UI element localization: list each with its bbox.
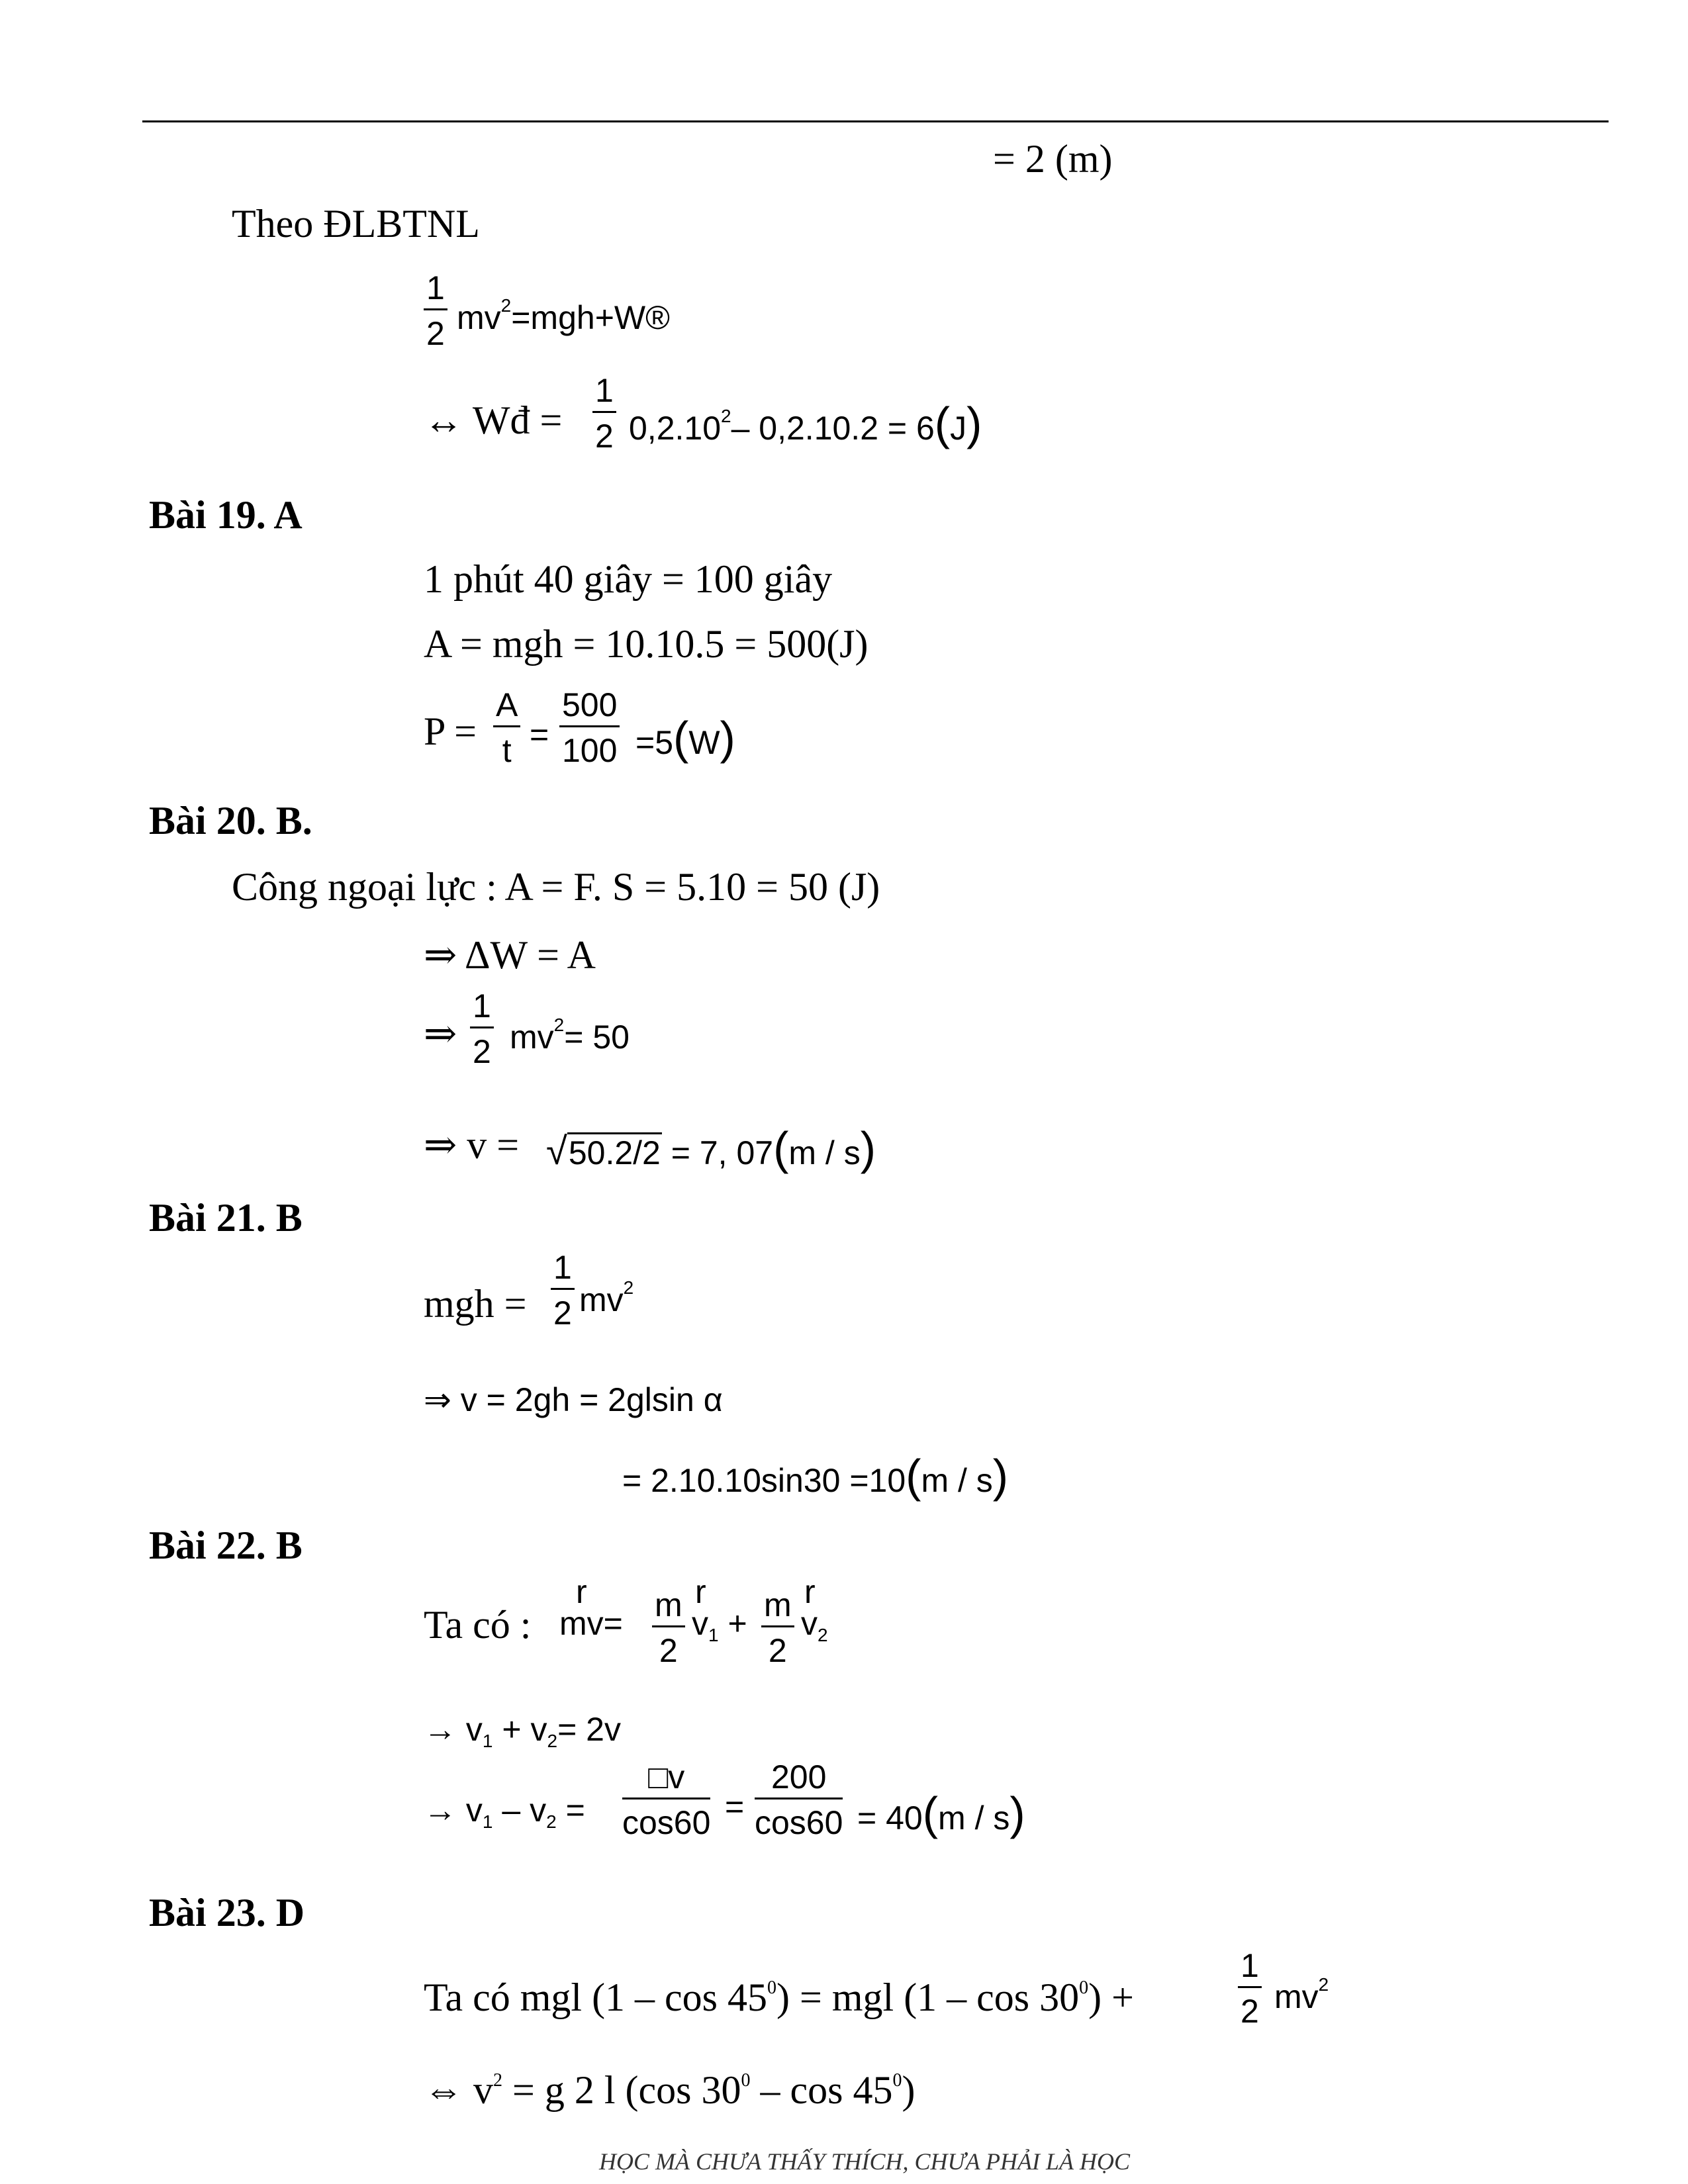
bai19-eq: =: [530, 716, 549, 753]
energy-equation: $mv^2=mgh+W®$: [457, 295, 670, 336]
bai22-l1-lhs: Ta có :: [424, 1603, 532, 1647]
bai22-l1-mv: mv=: [559, 1605, 623, 1642]
vector-arrow-r: r: [576, 1573, 587, 1610]
bai22-l3-eq2: =: [725, 1788, 745, 1825]
bai22-fraction-2: $\frac{m}{2}$: [761, 1588, 794, 1667]
bai20-l4-rhs: √50.2/2 = 7, 07(m / s): [546, 1122, 876, 1174]
bai20-l3-eq: $mv^2= 50$: [510, 1015, 630, 1056]
bai23-l1-mv: $mv^2$: [1274, 1974, 1329, 2015]
bai22-l1-v1: $v_1$ +: [692, 1605, 747, 1645]
bai21-title: Bài 21. B: [149, 1196, 303, 1240]
bai19-line2: A = mgh = 10.10.5 = 500(J): [424, 622, 868, 666]
bai21-l1-lhs: mgh =: [424, 1282, 527, 1326]
bai19-fraction-500-100: $\frac{500}{100}$: [559, 688, 620, 767]
bai22-l1-v2: $v_2$: [801, 1605, 828, 1645]
bai22-l3-result: = 40(m / s): [857, 1788, 1025, 1839]
bai19-title: Bài 19. A: [149, 493, 303, 537]
bai20-fraction: $\frac{1}{2}$: [470, 989, 494, 1068]
bai21-l3: = 2.10.10sin30 =10(m / s): [622, 1450, 1009, 1502]
vector-arrow-r: r: [804, 1573, 816, 1610]
bai23-l1: Ta có mgl $(1 - \cos 45^0)$ = mgl $(1 - \cos 30^0)$ +: [424, 1976, 1134, 2019]
bai20-line1: Công ngoại lực : A = F. S = 5.10 = 50 (J): [232, 865, 880, 909]
bai20-title: Bài 20. B.: [149, 799, 312, 842]
bai22-fraction-4: $\frac{200}{\cos 60}$: [755, 1758, 843, 1841]
bai21-l2: ⇒ v = 2gh = 2glsin α: [424, 1381, 723, 1418]
wd-fraction: $\frac{1}{2}$: [592, 374, 616, 453]
bai23-l2: ⇔ $v^2 = g$ 2 l (cos $30^0$ – $\cos 45^0$): [424, 2068, 915, 2112]
bai19-fraction-a-t: $\frac{A}{t}$: [493, 688, 520, 767]
bai20-line2: ⇒ ΔW = A: [424, 933, 596, 977]
bai21-l1-mv: $mv^2$: [579, 1277, 634, 1318]
bai19-p-lhs: P =: [424, 709, 477, 753]
bai22-title: Bài 22. B: [149, 1524, 303, 1567]
footer-motto: HỌC MÀ CHƯA THẤY THÍCH, CHƯA PHẢI LÀ HỌC: [599, 2148, 1131, 2175]
header-rule: [142, 120, 1609, 122]
bai22-fraction-1: $\frac{m}{2}$: [652, 1588, 685, 1667]
vector-arrow-r: r: [695, 1573, 706, 1610]
wd-equation: 0,2.10$^2$– 0,2.10.2 = 6(J): [629, 398, 982, 449]
header-result: = 2 (m): [993, 137, 1113, 181]
bai22-l3-lhs: → $v_1 - v_2$ =: [424, 1792, 585, 1832]
bai19-result: =5(W): [635, 712, 735, 764]
bai20-l3-arrow: ⇒: [424, 1012, 457, 1056]
bai23-fraction: $\frac{1}{2}$: [1238, 1949, 1262, 2028]
bai20-l4-lhs: ⇒ v =: [424, 1123, 520, 1167]
bai22-l2: → $v_1 + v_2= 2v$: [424, 1711, 621, 1751]
wd-lhs: ↔ Wđ =: [424, 398, 563, 442]
bai23-title: Bài 23. D: [149, 1891, 305, 1934]
bai22-fraction-3: $\frac{□v}{\cos 60}$: [622, 1758, 711, 1841]
energy-fraction: $\frac{1}{2}$: [424, 271, 447, 350]
theo-label: Theo ĐLBTNL: [232, 202, 480, 246]
bai21-fraction: $\frac{1}{2}$: [551, 1251, 575, 1330]
bai19-line1: 1 phút 40 giây = 100 giây: [424, 557, 833, 601]
